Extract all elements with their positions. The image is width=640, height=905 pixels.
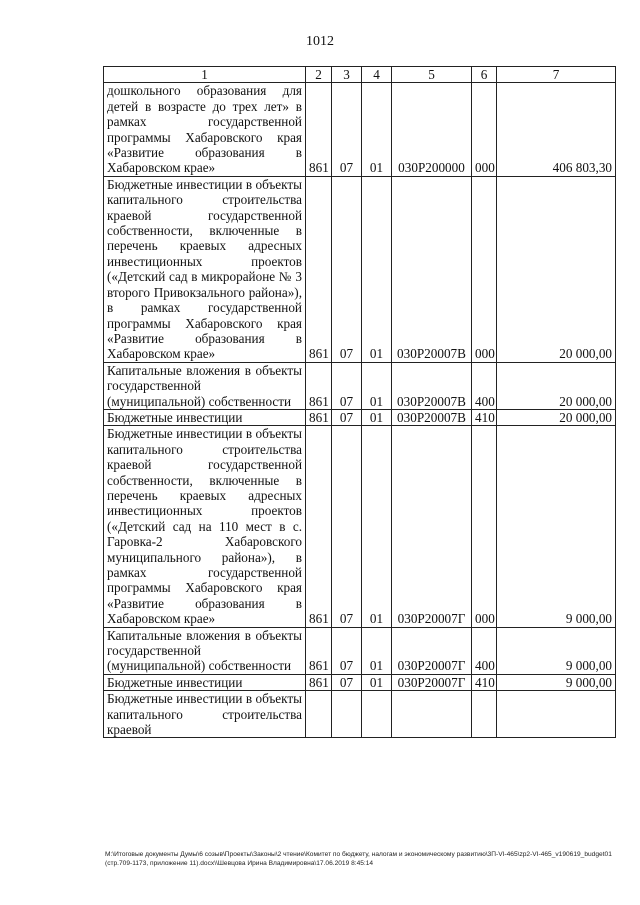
cell-vr: 000 bbox=[472, 83, 497, 176]
row-name: Бюджетные инвестиции bbox=[104, 409, 306, 425]
table-row bbox=[104, 691, 616, 738]
column-header: 7 bbox=[497, 67, 616, 83]
cell-vr: 000 bbox=[472, 426, 497, 627]
cell-csr: 030Р20007Г bbox=[392, 674, 472, 690]
column-header: 4 bbox=[362, 67, 392, 83]
table-header-row bbox=[104, 67, 616, 83]
cell-csr: 030Р20007Г bbox=[392, 627, 472, 674]
cell-sum: 20 000,00 bbox=[497, 176, 616, 362]
cell-rz: 07 bbox=[332, 83, 362, 176]
cell-sum bbox=[497, 691, 616, 738]
table-row bbox=[104, 176, 616, 362]
table-row bbox=[104, 674, 616, 690]
budget-table bbox=[103, 66, 616, 738]
cell-vr: 400 bbox=[472, 627, 497, 674]
file-path-footer: M:\Итоговые документы Думы\6 созыв\Проекты\Законы\2 чтение\Комитет по бюджету, налогам и экономическому развитию\3П-VI-465\zp2-VI-465_v190619_budget01 (стр.709-1173, приложение 11).docx\\Шевцова Ирина Владимировна\17.06.2019 8:45:14 bbox=[105, 851, 612, 867]
cell-pr bbox=[362, 691, 392, 738]
cell-sum: 9 000,00 bbox=[497, 674, 616, 690]
cell-pr: 01 bbox=[362, 674, 392, 690]
cell-vr: 410 bbox=[472, 674, 497, 690]
cell-rz: 07 bbox=[332, 176, 362, 362]
column-header: 2 bbox=[306, 67, 332, 83]
cell-vr: 410 bbox=[472, 409, 497, 425]
row-name: дошкольного образования для детей в возрасте до трех лет» в рамках государственной программы Хабаровского края «Развитие образования в Хабаровском крае» bbox=[104, 83, 306, 176]
column-header: 5 bbox=[392, 67, 472, 83]
cell-pr: 01 bbox=[362, 627, 392, 674]
cell-gr: 861 bbox=[306, 426, 332, 627]
cell-sum: 9 000,00 bbox=[497, 426, 616, 627]
cell-gr bbox=[306, 691, 332, 738]
row-name: Бюджетные инвестиции в объекты капитального строительства краевой государственной собственности, включенные в перечень краевых адресных инвестиционных проектов («Детский сад в микрорайоне № 3 второго Привокзального района»), в рамках государственной программы Хабаровского края «Развитие образования в Хабаровском крае» bbox=[104, 176, 306, 362]
cell-csr: 030Р20007Г bbox=[392, 426, 472, 627]
row-name: Бюджетные инвестиции в объекты капитального строительства краевой государственной собственности, включенные в перечень краевых адресных инвестиционных проектов («Детский сад на 110 мест в с. Гаровка-2 Хабаровского муниципального района»), в рамках государственной программы Хабаровского края «Развитие образования в Хабаровском крае» bbox=[104, 426, 306, 627]
table-row bbox=[104, 362, 616, 409]
cell-gr: 861 bbox=[306, 674, 332, 690]
row-name: Бюджетные инвестиции bbox=[104, 674, 306, 690]
cell-vr: 400 bbox=[472, 362, 497, 409]
table-row bbox=[104, 426, 616, 627]
cell-csr: 030Р20007В bbox=[392, 409, 472, 425]
cell-gr: 861 bbox=[306, 176, 332, 362]
cell-gr: 861 bbox=[306, 83, 332, 176]
cell-csr: 030Р20007В bbox=[392, 176, 472, 362]
row-name: Капитальные вложения в объекты государственной (муниципальной) собственности bbox=[104, 627, 306, 674]
column-header: 1 bbox=[104, 67, 306, 83]
table-row bbox=[104, 627, 616, 674]
table-row bbox=[104, 409, 616, 425]
cell-rz: 07 bbox=[332, 362, 362, 409]
cell-pr: 01 bbox=[362, 362, 392, 409]
cell-pr: 01 bbox=[362, 176, 392, 362]
cell-gr: 861 bbox=[306, 627, 332, 674]
cell-rz: 07 bbox=[332, 627, 362, 674]
cell-pr: 01 bbox=[362, 426, 392, 627]
page-number: 1012 bbox=[306, 34, 334, 49]
cell-pr: 01 bbox=[362, 83, 392, 176]
cell-sum: 20 000,00 bbox=[497, 409, 616, 425]
row-name: Бюджетные инвестиции в объекты капитального строительства краевой bbox=[104, 691, 306, 738]
cell-pr: 01 bbox=[362, 409, 392, 425]
cell-gr: 861 bbox=[306, 409, 332, 425]
column-header: 3 bbox=[332, 67, 362, 83]
cell-rz: 07 bbox=[332, 426, 362, 627]
cell-csr bbox=[392, 691, 472, 738]
cell-rz: 07 bbox=[332, 409, 362, 425]
cell-csr: 030Р20007В bbox=[392, 362, 472, 409]
column-header: 6 bbox=[472, 67, 497, 83]
cell-sum: 9 000,00 bbox=[497, 627, 616, 674]
cell-sum: 406 803,30 bbox=[497, 83, 616, 176]
cell-gr: 861 bbox=[306, 362, 332, 409]
table-row bbox=[104, 83, 616, 176]
row-name: Капитальные вложения в объекты государственной (муниципальной) собственности bbox=[104, 362, 306, 409]
cell-vr: 000 bbox=[472, 176, 497, 362]
cell-sum: 20 000,00 bbox=[497, 362, 616, 409]
cell-csr: 030Р200000 bbox=[392, 83, 472, 176]
cell-rz: 07 bbox=[332, 674, 362, 690]
cell-vr bbox=[472, 691, 497, 738]
cell-rz bbox=[332, 691, 362, 738]
